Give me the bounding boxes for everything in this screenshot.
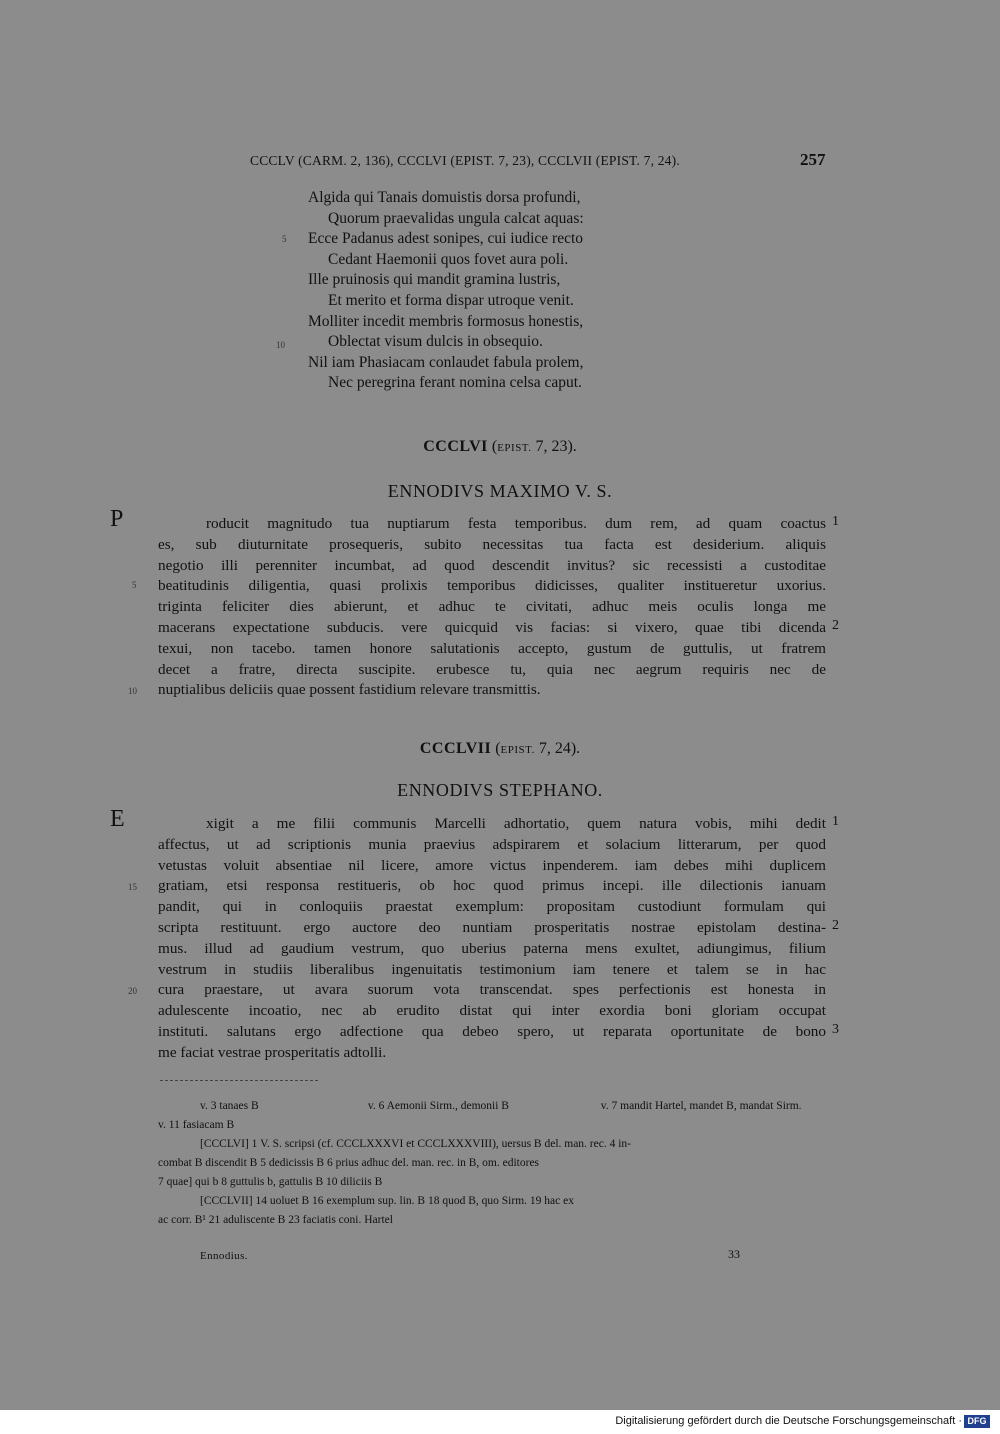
note-line [158, 1097, 826, 1116]
ref-rest: 7, 23). [531, 438, 577, 455]
poem-line: Nec peregrina ferant nomina celsa caput. [328, 374, 582, 392]
note-line: combat B discendit B 5 dedicissis B 6 prius adhuc del. man. rec. in B, om. editores [158, 1157, 540, 1169]
signature-number: 33 [728, 1247, 740, 1261]
note: v. 6 Aemonii Sirm., demonii B [367, 1100, 509, 1112]
text-line: cura praestare, ut avara suorum vota transcendat. spes perfectionis est honesta in [158, 981, 826, 999]
section-number: CCCLVI [423, 438, 488, 455]
text-line: triginta feliciter dies abierunt, et adhuc te civitati, adhuc meis oculis longa me [158, 598, 826, 616]
text-line: mus. illud ad gaudium vestrum, quo uberius paterna mens exultet, adiungimus, filium [158, 939, 826, 957]
poem-line: Cedant Haemonii quos fovet aura poli. [328, 250, 569, 268]
ref-rest: 7, 24). [534, 740, 581, 757]
footer-bar [0, 1410, 1000, 1434]
poem-line: Quorum praevalidas ungula calcat aquas: [328, 209, 584, 227]
text-line: E xigit a me filii communis Marcelli adhortatio, quem natura vobis, mihi dedit [110, 806, 826, 832]
paragraph-number: 1 [832, 514, 839, 529]
ref-prefix: ( [491, 438, 498, 455]
note-line: [CCCLVI] 1 V. S. scripsi (cf. CCCLXXXVI et CCCLXXXVIII), uersus B del. man. rec. 4 in- [200, 1138, 631, 1150]
footnote-rule [160, 1080, 318, 1081]
ref-abbr: EPIST. [500, 744, 535, 756]
text-line: me faciat vestrae prosperitatis adtolli. [158, 1043, 387, 1061]
poem [308, 188, 584, 394]
text-line: P roducit magnitudo tua nuptiarum festa temporibus. dum rem, ad quam coactus [110, 506, 826, 532]
poem-line: Ecce Padanus adest sonipes, cui iudice recto [308, 230, 584, 248]
text-line: gratiam, etsi responsa restitueris, ob hoc quod primus incepi. ille dilectionis ianuam [158, 877, 826, 895]
text-line: decet a fratre, directa suscipite. erubesce tu, quia nec aegrum requiris nec de [158, 660, 826, 678]
text-line: scripta restituunt. ergo auctore deo nuntiam prosperitatis nostrae epistolam destina- [158, 918, 826, 936]
note-line: ac corr. B¹ 21 aduliscente B 23 faciatis coni. Hartel [158, 1214, 393, 1226]
text-line: vetustas voluit absentiae nil licere, amore victus inpenderem. iam debes mihi duplicem [158, 856, 826, 874]
poem-line: Nil iam Phasiacam conlaudet fabula prolem, [308, 353, 584, 371]
note-line: [CCCLVII] 14 uoluet B 16 exemplum sup. lin. B 18 quod B, quo Sirm. 19 hac ex [200, 1195, 574, 1207]
line-number: 15 [128, 882, 137, 892]
line-number: 5 [132, 580, 137, 590]
section-heading-ccclvii [0, 740, 1000, 758]
signature-mark: Ennodius. [200, 1250, 248, 1262]
page-number: 257 [800, 150, 826, 169]
poem-line: Molliter incedit membris formosus honestis, [308, 312, 584, 330]
poem-line: Ille pruinosis qui mandit gramina lustris, [308, 271, 561, 289]
line-number: 10 [128, 686, 137, 696]
poem-line: Algida qui Tanais domuistis dorsa profundi, [308, 189, 581, 206]
paragraph-number: 2 [832, 918, 839, 933]
note-line: 7 quae] qui b 8 guttulis b, gattulis B 10 diliciis B [158, 1176, 383, 1188]
text-line: affectus, ut ad scriptionis munia praevius adspirarem et solacium litterarum, per quod [158, 835, 826, 853]
text-line: nuptialibus deliciis quae possent fastidium relevare transmittis. [158, 681, 541, 699]
text-line: adulescente incoatio, nec ab erudito distat qui inter exordia boni gloriam occupat [158, 1002, 826, 1020]
section-number: CCCLVII [419, 740, 492, 757]
paragraph-number: 3 [832, 1022, 839, 1037]
text-line: instituti. salutans ergo adfectione qua debeo spero, ut reparata oportunitate de bono [158, 1022, 826, 1040]
paragraph-number: 2 [832, 618, 839, 633]
paragraph-number: 1 [832, 814, 839, 829]
note: v. 3 tanaes B [200, 1100, 259, 1112]
funding-notice: Digitalisierung gefördert durch die Deutsche Forschungsgemeinschaft · [615, 1415, 962, 1427]
ref-abbr: EPIST. [497, 442, 532, 454]
critical-apparatus [158, 1097, 826, 1230]
drop-capital: P [110, 506, 124, 532]
poem-line: Et merito et forma dispar utroque venit. [328, 291, 574, 309]
text-line: es, sub diuturnitate prosequeris, subito necessitas tua facta est desiderium. aliquis [158, 535, 826, 553]
text-line: vestrum in studiis liberalibus ingenuitatis testimonium iam tenere et talem se in hac [158, 960, 826, 978]
text-line: negotio illi perenniter incumbat, ad quod descendit invitus? sic recessisti a custoditae [158, 556, 826, 574]
text-line: pandit, qui in conloquiis praestat exemplum: propositam custodiunt formulam qui [158, 898, 826, 916]
section-heading-ccclvi [0, 438, 1000, 456]
ref-prefix: ( [495, 740, 501, 757]
section-title: ENNODIVS STEPHANO. [397, 780, 603, 800]
text-line: texui, non tacebo. tamen honore salutationis accepto, gustum de guttulis, ut fratrem [158, 639, 826, 657]
text-line: macerans expectatione subducis. vere quicquid vis facias: si vixero, quae tibi dicenda [158, 618, 826, 636]
text-line: beatitudinis diligentia, quasi prolixis temporibus didicisses, qualiter institueretur uxorius. [158, 577, 826, 595]
line-number: 5 [282, 234, 287, 244]
note: v. 7 mandit Hartel, mandet B, mandat Sirm. [600, 1100, 802, 1112]
note-line: v. 11 fasiacam B [158, 1119, 235, 1131]
line-number: 20 [128, 986, 137, 996]
running-header: CCCLV (CARM. 2, 136), CCCLVI (EPIST. 7, 23), CCCLVII (EPIST. 7, 24). [250, 153, 680, 168]
line-number: 10 [276, 340, 285, 350]
drop-capital: E [110, 806, 125, 832]
section-title: ENNODIVS MAXIMO V. S. [387, 481, 613, 501]
dfg-logo: DFG [964, 1415, 990, 1428]
poem-line: Oblectat visum dulcis in obsequio. [328, 333, 543, 351]
